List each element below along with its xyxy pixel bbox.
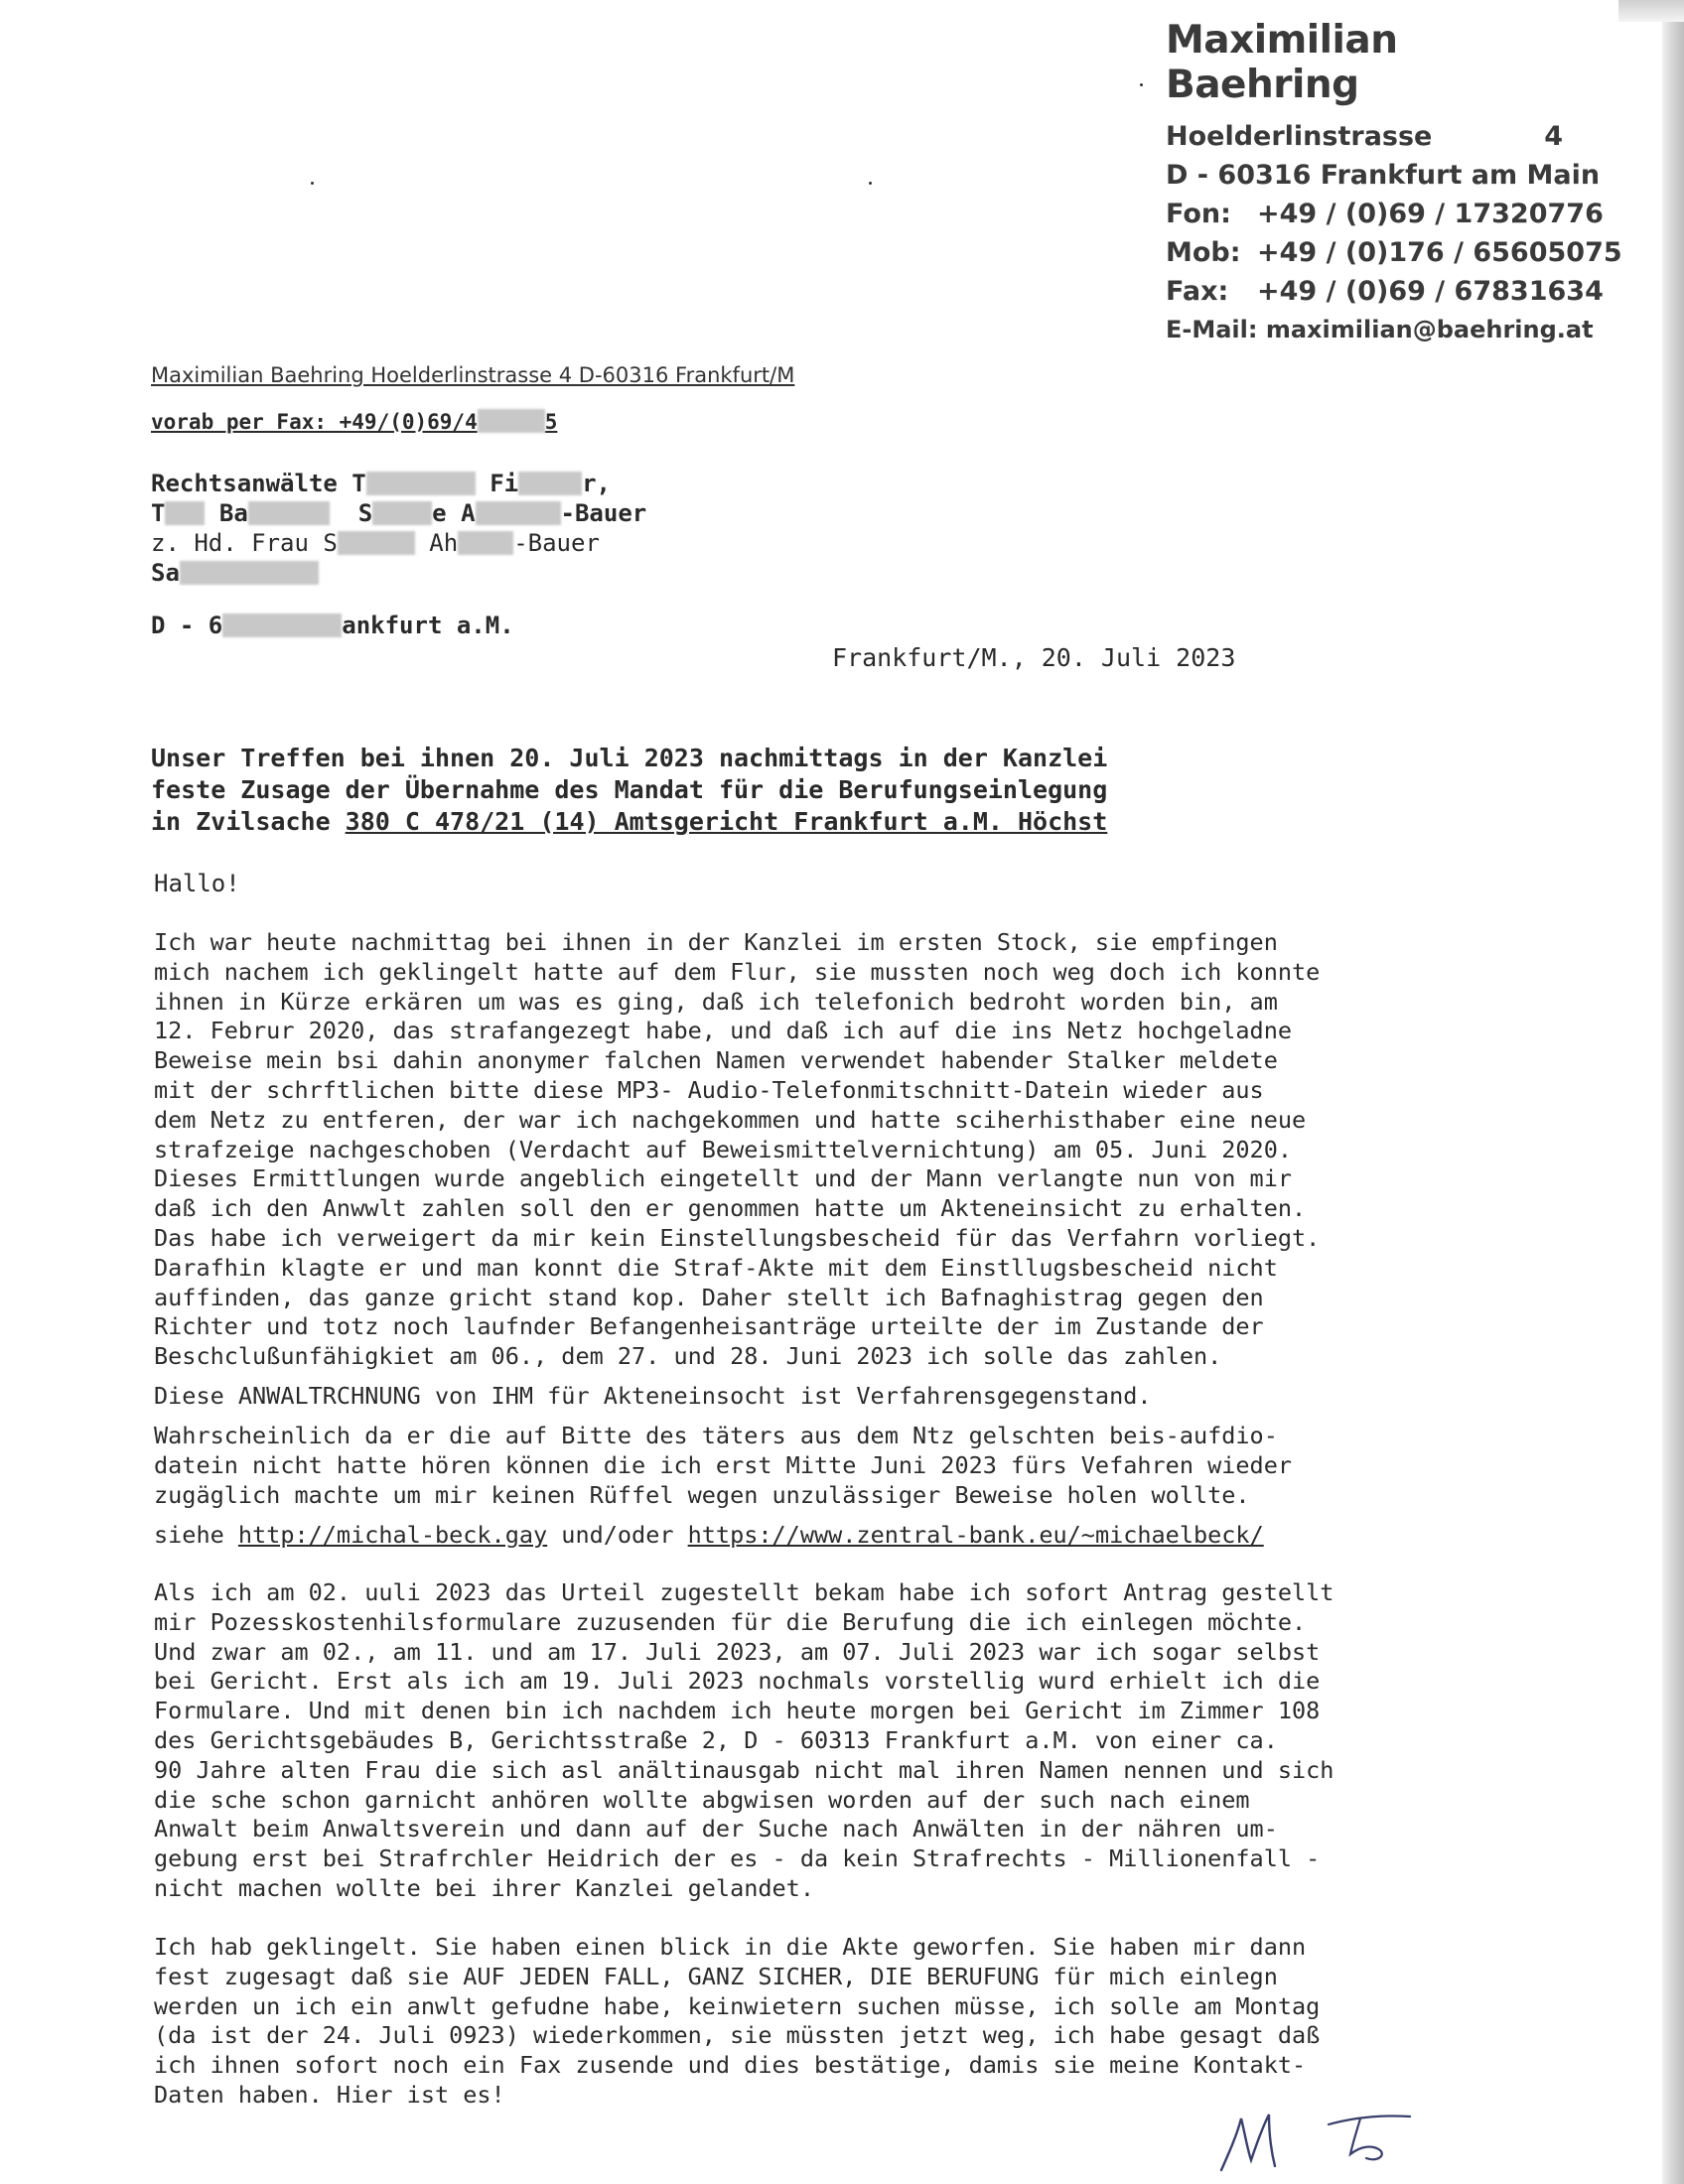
scan-speck (1140, 83, 1143, 86)
redaction (248, 501, 330, 525)
redaction (222, 614, 342, 637)
paragraph-3: Wahrscheinlich da er die auf Bitte des täters aus dem Ntz gelschten beis-aufdio- datein nicht hatte hören können die ich erst Mitte Juni 2023 fürs Vefahren wieder zugäglich machte um mir keinen Rüffel wegen unzulässiger Beweise holen wollte. (154, 1422, 1293, 1509)
recipient-line: z. Hd. Frau S Ah -Bauer (151, 529, 600, 557)
return-address: Maximilian Baehring Hoelderlinstrasse 4 D-60316 Frankfurt/M (151, 363, 795, 387)
sender-street: Hoelderlinstrasse 4 (1166, 121, 1563, 152)
recipient-line: Sa (151, 558, 646, 588)
case-reference: 380 C 478/21 (14) Amtsgericht Frankfurt a.M. Höchst (345, 807, 1108, 836)
letter-date: Frankfurt/M., 20. Juli 2023 (832, 643, 1236, 672)
sender-name: Maximilian Baehring (1166, 18, 1398, 107)
handwritten-signature (1211, 2105, 1470, 2176)
redaction (478, 409, 545, 433)
sender-mobile: Mob: +49 / (0)176 / 65605075 (1166, 237, 1622, 268)
recipient-address (151, 469, 646, 588)
recipient-line: Rechtsanwälte T Fi r, (151, 470, 612, 497)
paragraph-1: Ich war heute nachmittag bei ihnen in der Kanzlei im ersten Stock, sie empfingen mich nachem ich geklingelt hatte auf dem Flur, sie mussten noch weg doch ich konnte ihnen in Kürze erkären um was es ging, daß ich telefonich bedroht worden bin, am 12. Februr 2020, das strafangezegt habe, und daß ich auf die ins Netz hochgeladne Beweise mein bsi dahin anonymer falchen Namen verwendet habender Stalker meldete mit der schrftlichen bitte diese MP3- Audio-Telefonmitschnitt-Datein wieder aus dem Netz zu entferen, der war ich nachgekommen und hatte sciherhisthaber eine neue strafzeige nachgeschoben (Verdacht auf Beweismittelvernichtung) am 05. Juni 2020. Dieses Ermittlungen wurde angeblich eingetellt und der Mann verlangte nun von mir daß ich den Anwwlt zahlen soll den er genommen hatte um Akteneinsicht zu erhalten. Das habe ich verweigert da mir kein Einstellungsbescheid für das Verfahrn vorliegt. Darafhin klagte er und man konnt die Straf-Akte mit dem Einstllugsbescheid nicht auffinden, das ganze gricht stand kop. Daher stellt ich Bafnaghistrag gegen den Richter und totz noch laufnder Befangenheisanträge urteilte der im Zustande der Beschclußunfähigkiet am 06., dem 27. und 28. Juni 2023 ich solle das zahlen. (154, 928, 1321, 1371)
scan-fold (1618, 0, 1684, 22)
paragraph-5: Ich hab geklingelt. Sie haben einen blick in die Akte geworfen. Sie haben mir dann fest zugesagt daß sie AUF JEDEN FALL, GANZ SICHER, DIE BERUFUNG für mich einlegn werden un ich ein anwlt gefudne habe, keinwietern suchen müsse, ich solle am Montag (da ist der 24. Juli 0923) wiederkommen, sie müssten jetzt weg, ich habe gesagt daß ich ihnen sofort noch ein Fax zusende und dies bestätige, damis sie meine Kontakt- Daten haben. Hier ist es! (154, 1933, 1321, 2109)
greeting: Hallo! (154, 870, 240, 897)
letterhead (1166, 18, 1622, 349)
redaction (476, 501, 561, 525)
subject: Unser Treffen bei ihnen 20. Juli 2023 nachmittags in der Kanzlei feste Zusage der Übernahme des Mandat für die Berufungseinlegung in Zvilsache 380 C 478/21 (14) Amtsgericht Frankfurt a.M. Höchst (151, 744, 1108, 836)
redaction (180, 561, 319, 585)
scan-speck (869, 182, 872, 185)
scan-speck (311, 182, 314, 185)
paragraph-2: Diese ANWALTRCHNUNG von IHM für Akteneinsocht ist Verfahrensgegenstand. (154, 1382, 1152, 1410)
redaction (458, 531, 513, 555)
link-2[interactable]: https://www.zentral-bank.eu/~michaelbeck/ (687, 1521, 1264, 1549)
fax-number-line: vorab per Fax: +49/(0)69/4 5 (151, 410, 558, 434)
sender-fax: Fax: +49 / (0)69 / 67831634 (1166, 276, 1604, 307)
scan-edge (1662, 0, 1684, 2184)
recipient-city: D - 6 ankfurt a.M. (151, 612, 514, 639)
redaction (366, 472, 476, 495)
recipient-line: T Ba S e A -Bauer (151, 499, 647, 527)
redaction (165, 501, 205, 525)
sender-city: D - 60316 Frankfurt am Main (1166, 160, 1601, 191)
redaction (338, 531, 415, 555)
sender-email: E-Mail: maximilian@baehring.at (1166, 316, 1594, 343)
redaction (518, 472, 582, 495)
links-line: siehe http://michal-beck.gay und/oder https://www.zentral-bank.eu/~michaelbeck/ (154, 1521, 1264, 1549)
sender-phone: Fon: +49 / (0)69 / 17320776 (1166, 199, 1604, 229)
paragraph-4: Als ich am 02. uuli 2023 das Urteil zugestellt bekam habe ich sofort Antrag gestellt mir Pozesskostenhilsformulare zuzusenden für die Berufung die ich einlegen möchte. Und zwar am 02., am 11. und am 17. Juli 2023, am 07. Juli 2023 war ich sogar selbst bei Gericht. Erst als ich am 19. Juli 2023 nochmals vorstellig wurd erhielt ich die Formulare. Und mit denen bin ich nachdem ich heute morgen bei Gericht im Zimmer 108 des Gerichtsgebäudes B, Gerichtsstraße 2, D - 60313 Frankfurt a.M. von einer ca. 90 Jahre alten Frau die sich asl anältinausgab nicht mal ihren Namen nennen und sich die sche schon garnicht anhören wollte abgwisen worden auf der such nach einem Anwalt beim Anwaltsverein und dann auf der Suche nach Anwälten in der nähren um- gebung erst bei Strafrchler Heidrich der es - da kein Strafrechts - Millionenfall - nicht machen wollte bei ihrer Kanzlei gelandet. (154, 1578, 1334, 1902)
link-1[interactable]: http://michal-beck.gay (237, 1521, 548, 1549)
redaction (372, 501, 432, 525)
